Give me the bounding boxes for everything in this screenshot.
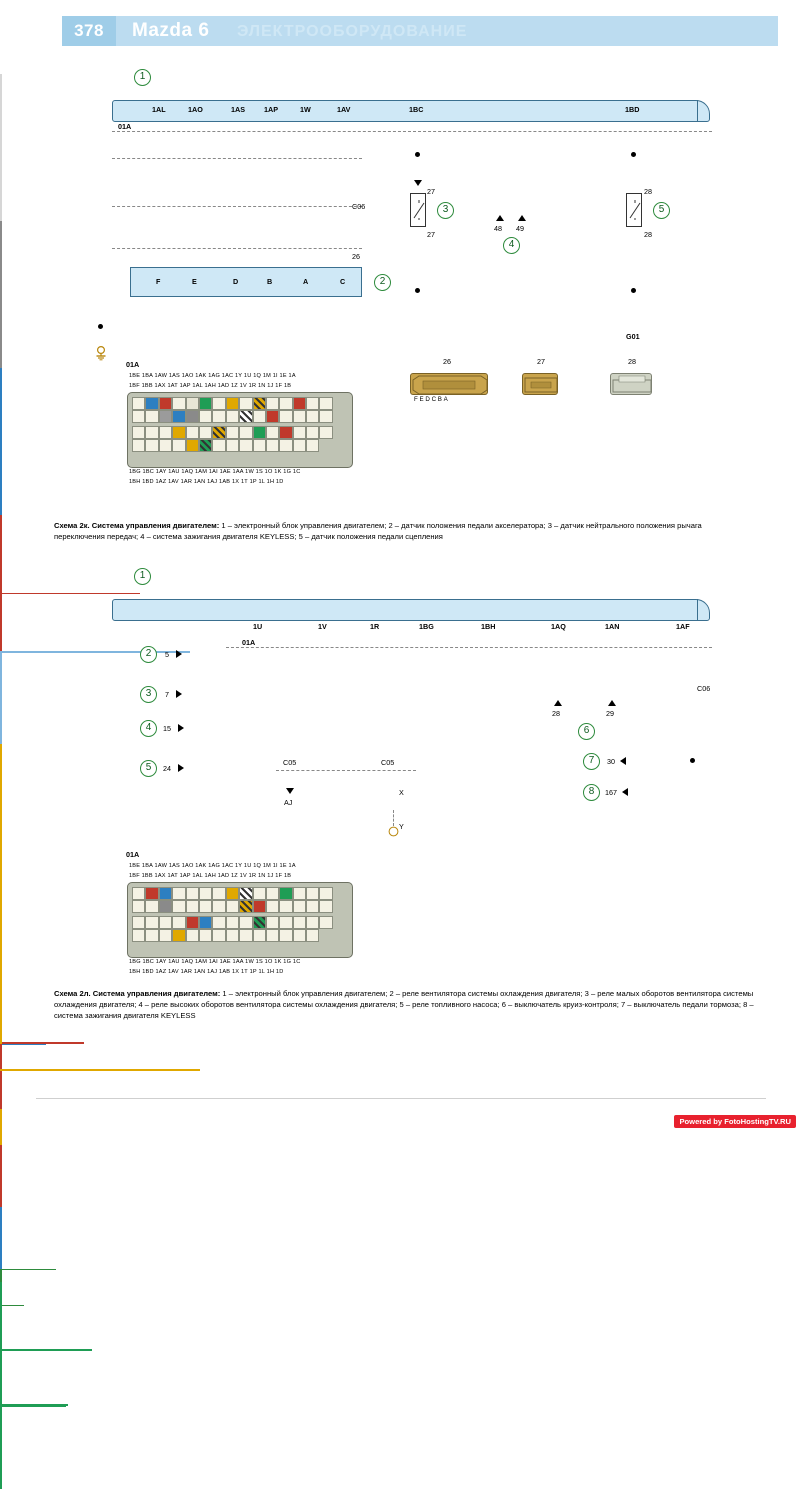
pin-row	[132, 439, 348, 452]
pin-row	[132, 929, 348, 942]
pin	[226, 439, 239, 452]
net-label-27b: 27	[427, 230, 435, 239]
pin	[159, 887, 172, 900]
harness-divider	[226, 647, 712, 648]
connector-id-27: 27	[537, 357, 545, 366]
left-pin-number: 7	[165, 690, 169, 699]
wire	[0, 745, 2, 876]
pin	[212, 397, 225, 410]
wire	[0, 1109, 2, 1145]
pin	[186, 426, 199, 439]
relay-3	[410, 193, 426, 227]
wire	[0, 1044, 2, 1069]
bus-pin-label: 1AS	[231, 105, 245, 114]
pedal-pin-label: B	[267, 277, 273, 286]
junction-dot	[631, 288, 636, 293]
net-label-27: 27	[427, 187, 435, 196]
pin	[293, 410, 306, 423]
grid-rail	[112, 206, 362, 207]
pin	[306, 397, 319, 410]
left-pin-number: 24	[163, 764, 171, 773]
junction-dot	[690, 758, 695, 763]
wire	[0, 653, 2, 744]
pin	[226, 916, 239, 929]
ground-symbol	[93, 346, 109, 367]
pin	[159, 439, 172, 452]
pin	[199, 887, 212, 900]
pin-row	[132, 410, 348, 423]
pin	[279, 439, 292, 452]
diagram-top	[0, 60, 800, 520]
ecu-connector-pinout-top	[127, 392, 353, 468]
harness-divider	[112, 131, 712, 132]
pin	[266, 410, 279, 423]
bus-pin-label: 1BH	[481, 622, 496, 631]
caption-top	[54, 520, 754, 542]
pin	[239, 887, 252, 900]
pin	[212, 900, 225, 913]
pin	[172, 397, 185, 410]
bus-pin-label: 1BD	[625, 105, 640, 114]
pin	[186, 929, 199, 942]
wire	[0, 651, 190, 653]
accelerator-pedal-sensor-block	[130, 267, 362, 297]
connector-id-26: 26	[443, 357, 451, 366]
pin	[239, 397, 252, 410]
bus-pin-label: 1AV	[337, 105, 351, 114]
caption-bottom	[54, 988, 754, 1021]
pinout-top-row-1-bottom: 1BE 1BA 1AW 1AS 1AO 1AK 1AG 1AC 1Y 1U 1Q 1M 1I 1E 1A	[129, 863, 296, 869]
bus-pin-label: 1AF	[676, 622, 690, 631]
pin-row	[132, 397, 348, 410]
pin	[145, 887, 158, 900]
pin	[159, 410, 172, 423]
net-label-28b: 28	[644, 230, 652, 239]
arrow-right-icon	[178, 724, 184, 732]
pin	[159, 426, 172, 439]
pin	[293, 397, 306, 410]
pin	[132, 900, 145, 913]
connector-28-icon	[610, 373, 652, 395]
pin	[266, 397, 279, 410]
arrow-down-icon	[414, 180, 422, 186]
pin	[145, 410, 158, 423]
junction-dot	[98, 324, 103, 329]
pinout-bot-row-2-bottom: 1BH 1BD 1AZ 1AV 1AR 1AN 1AJ 1AB 1X 1T 1P 1L 1H 1D	[129, 969, 284, 975]
net-label-28: 28	[644, 187, 652, 196]
pin	[212, 916, 225, 929]
arrow-down-icon	[286, 788, 294, 794]
arrow-right-icon	[178, 764, 184, 772]
wire	[0, 876, 2, 1044]
pin: D	[425, 396, 430, 403]
pin	[186, 887, 199, 900]
pin	[253, 916, 266, 929]
pin	[145, 426, 158, 439]
wire	[0, 368, 2, 515]
wire	[0, 1069, 200, 1071]
net-label-c05-right: C05	[381, 758, 395, 767]
ground-symbol-y	[388, 824, 399, 842]
wire	[0, 593, 140, 595]
pin	[279, 397, 292, 410]
pin	[186, 439, 199, 452]
arrow-left-icon	[620, 757, 626, 765]
diagram-bottom-node-8: 8	[583, 784, 600, 801]
diagram-bottom-node-6: 6	[578, 723, 595, 740]
net-label-26: 26	[352, 252, 360, 261]
diagram-bottom-node-2: 2	[140, 646, 157, 663]
junction-dot	[415, 288, 420, 293]
diagram-bottom-node-5: 5	[140, 760, 157, 777]
pin	[145, 439, 158, 452]
pin	[212, 439, 225, 452]
pin	[293, 929, 306, 942]
pin-row	[132, 887, 348, 900]
pin	[253, 410, 266, 423]
wire	[0, 1044, 46, 1046]
bus-pin-label: 1U	[253, 622, 263, 631]
pin	[266, 426, 279, 439]
pin	[319, 426, 332, 439]
pin	[319, 916, 332, 929]
pinout-harness-label: 01A	[126, 360, 140, 369]
header-ghost-text: ЭЛЕКТРООБОРУДОВАНИЕ	[237, 23, 468, 40]
pin	[293, 439, 306, 452]
pin	[293, 426, 306, 439]
pinout-top-row-1: 1BE 1BA 1AW 1AS 1AO 1AK 1AG 1AC 1Y 1U 1Q 1M 1I 1E 1A	[129, 373, 296, 379]
pin	[132, 426, 145, 439]
pin	[279, 916, 292, 929]
pin	[226, 397, 239, 410]
pin	[132, 410, 145, 423]
arrow-right-icon	[176, 690, 182, 698]
pin	[253, 929, 266, 942]
pin	[186, 900, 199, 913]
page-number: 378	[62, 16, 116, 46]
net-label-c05-left: C05	[283, 758, 297, 767]
pin	[145, 916, 158, 929]
pin	[319, 887, 332, 900]
arrow-up-icon	[554, 700, 562, 706]
caption-top-text: 1 – электронный блок управления двигателем; 2 – датчик положения педали акселератора; 3 – датчик нейтрального положения рычага переключения передач; 4 – система зажигания двигателя KEYLESS; 5 – датчик положения педали сцепления	[54, 521, 702, 541]
pin	[159, 916, 172, 929]
bus-pin-label: 1AO	[188, 105, 203, 114]
pin	[199, 929, 212, 942]
bus-pin-label: 1AN	[605, 622, 620, 631]
right-pin-number: 30	[607, 757, 615, 766]
wire	[0, 576, 2, 593]
pin	[132, 397, 145, 410]
connector-26-pins	[414, 396, 448, 403]
diagram-top-node-1: 1	[134, 69, 151, 86]
page-header	[62, 16, 778, 46]
net-label-aj: AJ	[284, 798, 293, 807]
pin	[279, 426, 292, 439]
pin	[132, 916, 145, 929]
pin	[226, 410, 239, 423]
net-label-49: 49	[516, 224, 524, 233]
caption-bottom-text: 1 – электронный блок управления двигателем; 2 – реле вентилятора системы охлаждения двигателя; 3 – реле малых оборотов вентилятора системы охлаждения двигателя; 4 – реле высоких оборотов вентилятора системы охлаждения двигателя; 5 – реле топливного насоса; 6 – выключатель круиз-контроля; 7 – выключатель педали тормоза; 8 – система зажигания двигателя KEYLESS	[54, 989, 754, 1020]
pin	[212, 929, 225, 942]
pin	[212, 426, 225, 439]
pin	[226, 929, 239, 942]
pin	[186, 410, 199, 423]
wire	[0, 1407, 2, 1439]
pin	[199, 426, 212, 439]
grid-rail	[112, 158, 362, 159]
connector-27-icon	[522, 373, 558, 395]
bus-pin-label: 1BG	[419, 622, 434, 631]
pinout-bot-row-2: 1BH 1BD 1AZ 1AV 1AR 1AN 1AJ 1AB 1X 1T 1P 1L 1H 1D	[129, 479, 284, 485]
junction-dot	[631, 152, 636, 157]
diagram-bottom-node-7: 7	[583, 753, 600, 770]
left-pin-number: 15	[163, 724, 171, 733]
pin	[226, 887, 239, 900]
grid-rail	[112, 248, 362, 249]
pin	[266, 916, 279, 929]
arrow-left-icon	[622, 788, 628, 796]
pin	[159, 397, 172, 410]
pedal-pin-label: F	[156, 277, 161, 286]
pin-row	[132, 900, 348, 913]
pin	[253, 397, 266, 410]
pin	[239, 410, 252, 423]
pinout-harness-label-bottom: 01A	[126, 850, 140, 859]
bus-pin-label: 1W	[300, 105, 311, 114]
pin: F	[414, 396, 418, 403]
pin	[266, 439, 279, 452]
ecu-busbar-bottom	[112, 599, 710, 621]
wire	[0, 1406, 66, 1408]
arrow-up-icon	[496, 215, 504, 221]
wire	[0, 1145, 2, 1207]
brand-title: Mazda 6	[132, 20, 210, 41]
pin	[279, 410, 292, 423]
pin	[172, 410, 185, 423]
pin: B	[437, 396, 442, 403]
pin	[306, 900, 319, 913]
pin	[239, 916, 252, 929]
pin	[199, 410, 212, 423]
c05-divider	[276, 770, 416, 771]
net-label-x: X	[399, 788, 404, 797]
pin	[132, 929, 145, 942]
pin	[212, 410, 225, 423]
pin	[239, 929, 252, 942]
wire	[0, 60, 2, 74]
pin	[266, 900, 279, 913]
pin	[253, 426, 266, 439]
pin	[279, 887, 292, 900]
diagram-top-node-2: 2	[374, 274, 391, 291]
pin	[319, 410, 332, 423]
left-pin-number: 5	[165, 650, 169, 659]
right-pin-number: 167	[605, 788, 617, 797]
pin	[226, 900, 239, 913]
caption-bottom-title: Схема 2л. Система управления двигателем:	[54, 989, 221, 998]
relay-5	[626, 193, 642, 227]
pin	[319, 900, 332, 913]
pin	[306, 887, 319, 900]
connector-26-icon	[410, 373, 488, 395]
diagram-bottom-node-1: 1	[134, 568, 151, 585]
connector-id-28: 28	[628, 357, 636, 366]
pin	[279, 929, 292, 942]
mid-pin-number: 29	[606, 709, 614, 718]
wire	[0, 1071, 2, 1109]
wire	[0, 744, 250, 746]
pinout-bot-row-1-bottom: 1BG 1BC 1AY 1AU 1AQ 1AM 1AI 1AE 1AA 1W 1S 1O 1K 1G 1C	[129, 959, 301, 965]
pin	[199, 916, 212, 929]
pin	[279, 900, 292, 913]
arrow-right-icon	[176, 650, 182, 658]
pedal-pin-label: D	[233, 277, 239, 286]
diagram-top-node-4: 4	[503, 237, 520, 254]
pin	[145, 929, 158, 942]
harness-label-bottom: 01A	[242, 638, 256, 647]
net-label-g01: G01	[626, 332, 640, 341]
diagram-top-node-5: 5	[653, 202, 670, 219]
pin	[199, 900, 212, 913]
pin	[172, 439, 185, 452]
pinout-bot-row-1: 1BG 1BC 1AY 1AU 1AQ 1AM 1AI 1AE 1AA 1W 1S 1O 1K 1G 1C	[129, 469, 301, 475]
net-label-48: 48	[494, 224, 502, 233]
diagram-bottom	[0, 560, 800, 980]
pin	[212, 887, 225, 900]
pin	[145, 900, 158, 913]
pin	[172, 916, 185, 929]
diagram-bottom-node-4: 4	[140, 720, 157, 737]
wire	[0, 1282, 2, 1404]
wire	[0, 221, 2, 368]
pinout-top-row-2: 1BF 1BB 1AX 1AT 1AP 1AL 1AH 1AD 1Z 1V 1R 1N 1J 1F 1B	[129, 383, 292, 389]
pin	[293, 916, 306, 929]
pin-row	[132, 426, 348, 439]
pin	[306, 426, 319, 439]
pin	[239, 900, 252, 913]
bus-pin-label: 1BC	[409, 105, 424, 114]
pedal-pin-label: E	[192, 277, 197, 286]
pedal-pin-label: A	[303, 277, 309, 286]
pin	[253, 439, 266, 452]
pin	[306, 916, 319, 929]
bus-pin-label: 1V	[318, 622, 327, 631]
net-label-y: Y	[399, 822, 404, 831]
pin	[172, 900, 185, 913]
pin	[253, 900, 266, 913]
pin	[172, 426, 185, 439]
pin	[132, 887, 145, 900]
pin: A	[443, 396, 448, 403]
pin	[306, 439, 319, 452]
diagram-bottom-node-3: 3	[140, 686, 157, 703]
pin: C	[431, 396, 437, 403]
pin	[266, 887, 279, 900]
pin	[239, 439, 252, 452]
wire	[0, 1349, 92, 1351]
pin	[199, 397, 212, 410]
junction-dot	[415, 152, 420, 157]
pin	[293, 900, 306, 913]
footer-badge: Powered by FotoHostingTV.RU	[674, 1115, 796, 1128]
wire	[0, 574, 76, 576]
pin	[145, 397, 158, 410]
mid-pin-number: 28	[552, 709, 560, 718]
caption-top-title: Схема 2к. Система управления двигателем:	[54, 521, 220, 530]
pin	[159, 929, 172, 942]
pin	[266, 929, 279, 942]
wire	[0, 594, 2, 651]
bus-pin-label: 1AP	[264, 105, 278, 114]
pin	[306, 929, 319, 942]
net-label-c06-bottom: C06	[697, 684, 711, 693]
pin	[306, 410, 319, 423]
pin	[226, 426, 239, 439]
pin-row	[132, 916, 348, 929]
pin	[253, 887, 266, 900]
wire	[0, 74, 2, 221]
ecu-connector-pinout-bottom	[127, 882, 353, 958]
pin: E	[419, 396, 424, 403]
bracket	[0, 1269, 56, 1270]
arrow-up-icon	[518, 215, 526, 221]
bus-pin-label: 1AQ	[551, 622, 566, 631]
pin	[186, 397, 199, 410]
pin	[293, 887, 306, 900]
pin	[186, 916, 199, 929]
pin	[172, 929, 185, 942]
bracket	[0, 1305, 24, 1306]
bus-pin-label: 1R	[370, 622, 380, 631]
pin	[319, 397, 332, 410]
wire	[0, 560, 2, 574]
pin	[172, 887, 185, 900]
pin	[132, 439, 145, 452]
wire	[0, 1207, 2, 1269]
diagram-top-node-3: 3	[437, 202, 454, 219]
pin	[239, 426, 252, 439]
harness-label: 01A	[118, 122, 132, 131]
pin	[199, 439, 212, 452]
pinout-top-row-2-bottom: 1BF 1BB 1AX 1AT 1AP 1AL 1AH 1AD 1Z 1V 1R 1N 1J 1F 1B	[129, 873, 292, 879]
net-label-c06: C06	[352, 202, 366, 211]
pin	[159, 900, 172, 913]
footer-divider	[36, 1098, 766, 1099]
pedal-pin-label: C	[340, 277, 346, 286]
arrow-up-icon	[608, 700, 616, 706]
bus-pin-label: 1AL	[152, 105, 166, 114]
